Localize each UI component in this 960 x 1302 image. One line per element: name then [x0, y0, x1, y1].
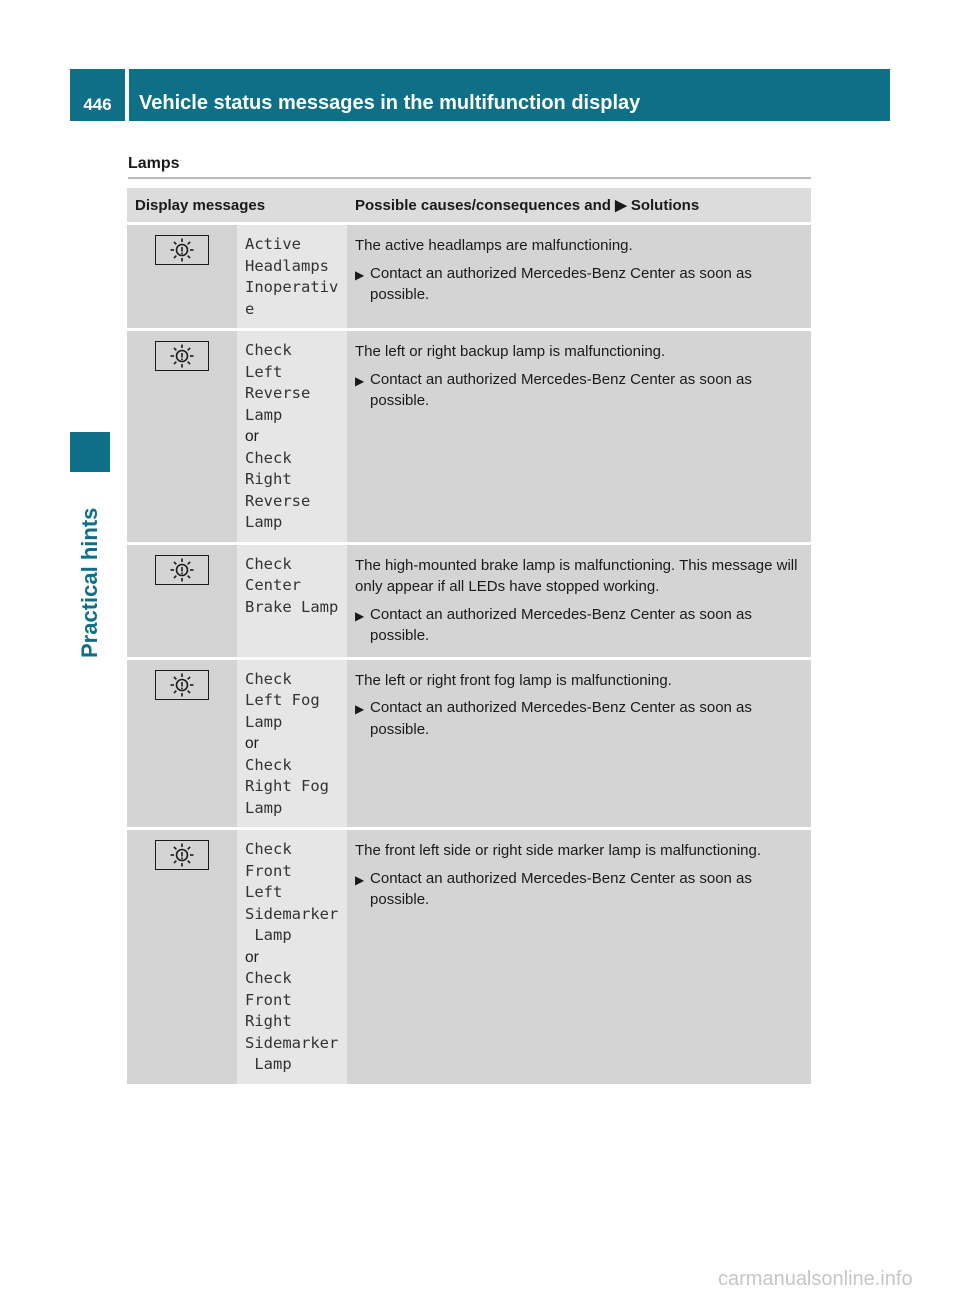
message-line: e	[245, 299, 255, 318]
solution-cell	[347, 224, 811, 330]
lamp-icon	[155, 341, 209, 371]
message-line: Active	[245, 235, 301, 253]
cause-text: The front left side or right side marker lamp is malfunctioning.	[355, 842, 762, 859]
message-line: Brake Lamp	[245, 597, 339, 616]
lamp-icon	[155, 555, 209, 585]
display-message	[237, 330, 347, 544]
cause-text: The active headlamps are malfunctioning.	[355, 237, 633, 254]
or-separator: or	[245, 735, 259, 752]
message-line: Left Fog	[245, 691, 320, 709]
or-separator: or	[245, 948, 259, 966]
display-message	[237, 224, 347, 330]
table-row	[127, 829, 811, 1086]
solution-step	[355, 263, 805, 306]
message-line: Check	[245, 341, 292, 359]
message-line: Check	[245, 554, 292, 573]
message-line: Lamp	[245, 798, 283, 817]
icon-cell	[127, 224, 237, 330]
table-row	[127, 224, 811, 330]
icon-cell	[127, 330, 237, 544]
message-line: Reverse	[245, 384, 311, 402]
step-arrow-icon: ▶	[355, 267, 365, 282]
step-arrow-icon: ▶	[355, 608, 365, 623]
message-line: Check	[245, 448, 292, 467]
lamp-icon	[155, 840, 209, 870]
step-text: Contact an authorized Mercedes-Benz Center as soon as possible.	[370, 370, 752, 409]
message-line: Left	[245, 362, 283, 381]
message-line: Lamp	[245, 1055, 292, 1073]
table-row	[127, 330, 811, 544]
icon-cell	[127, 829, 237, 1086]
or-separator: or	[245, 428, 259, 445]
message-line: Lamp	[245, 712, 283, 731]
solution-cell	[347, 330, 811, 544]
solution-cell	[347, 543, 811, 658]
message-line: Right	[245, 470, 292, 488]
lamp-icon	[155, 670, 209, 700]
message-line: Sidemarker	[245, 1033, 339, 1052]
step-text: Contact an authorized Mercedes-Benz Center as soon as possible.	[370, 699, 752, 738]
solution-step	[355, 868, 805, 911]
side-tab-marker	[70, 432, 110, 472]
solution-step	[355, 369, 805, 412]
header-display-messages: Display messages	[127, 188, 347, 224]
page-number: 446	[70, 69, 125, 121]
step-arrow-icon: ▶	[355, 373, 365, 388]
message-line: Check	[245, 840, 292, 858]
display-message	[237, 543, 347, 658]
page-title: Vehicle status messages in the multifunction display	[129, 69, 890, 121]
icon-cell	[127, 543, 237, 658]
step-arrow-icon: ▶	[355, 872, 365, 887]
solution-cell	[347, 658, 811, 829]
solution-step	[355, 697, 805, 740]
message-line: Right	[245, 1012, 292, 1030]
message-line: Lamp	[245, 513, 283, 531]
lamps-table	[127, 188, 811, 1087]
message-line: Check	[245, 669, 292, 688]
cause-text: The left or right backup lamp is malfunctioning.	[355, 343, 666, 360]
message-line: Sidemarker	[245, 904, 339, 923]
step-text: Contact an authorized Mercedes-Benz Center as soon as possible.	[370, 869, 752, 908]
header-solutions: Possible causes/consequences and ▶ Solutions	[347, 188, 811, 224]
message-line: Left	[245, 883, 283, 901]
message-line: Lamp	[245, 926, 292, 944]
table-body	[127, 224, 811, 1086]
table-header-row	[127, 188, 811, 224]
message-line: Lamp	[245, 405, 283, 424]
message-line: Headlamps	[245, 256, 329, 275]
message-line: Reverse	[245, 491, 311, 510]
solution-cell	[347, 829, 811, 1086]
step-arrow-icon: ▶	[355, 702, 365, 716]
cause-text: The high-mounted brake lamp is malfunctioning. This message will only appear if all LEDs have stopped working.	[355, 556, 798, 595]
table-row	[127, 658, 811, 829]
solution-step	[355, 604, 805, 647]
message-line: Check	[245, 969, 292, 987]
table-row	[127, 543, 811, 658]
watermark: carmanualsonline.info	[718, 1268, 913, 1290]
message-line: Front	[245, 861, 292, 880]
cause-text: The left or right front fog lamp is malfunctioning.	[355, 671, 672, 689]
message-line: Check	[245, 755, 292, 774]
section-title: Lamps	[128, 155, 180, 172]
message-line: Inoperativ	[245, 278, 339, 296]
step-text: Contact an authorized Mercedes-Benz Center as soon as possible.	[370, 605, 752, 644]
display-message	[237, 658, 347, 829]
step-text: Contact an authorized Mercedes-Benz Center as soon as possible.	[370, 264, 752, 303]
lamp-icon	[155, 235, 209, 265]
message-line: Front	[245, 990, 292, 1009]
section-divider	[128, 177, 811, 179]
message-line: Right Fog	[245, 777, 329, 795]
side-tab-label: Practical hints	[77, 507, 102, 658]
message-line: Center	[245, 576, 301, 594]
display-message	[237, 829, 347, 1086]
icon-cell	[127, 658, 237, 829]
